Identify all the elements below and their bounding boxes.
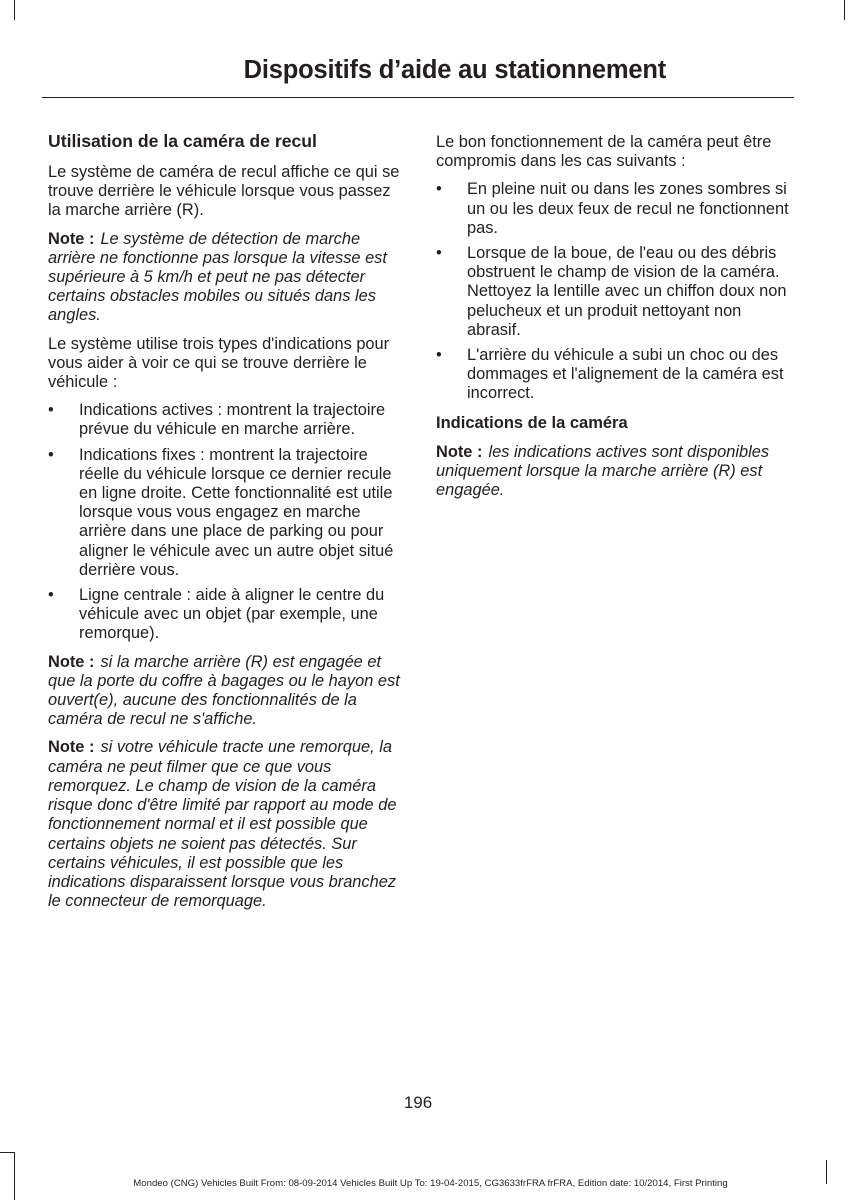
- crop-mark-top-right: [844, 0, 845, 20]
- crop-mark-bottom-left-vertical: [14, 1152, 15, 1200]
- note-trailer: [48, 738, 402, 911]
- list-item: [48, 586, 402, 644]
- note-text: si votre véhicule tracte une remorque, la caméra ne peut filmer que ce que vous remorquez. Le champ de vision de la caméra risque donc d'être limité par rapport au mode de fonctionnement normal et il est possible que certains objets ne soient pas détectés. Sur certains véhicules, il est possible que les indications disparaissent lorsque vous branchez le connecteur de remorquage.: [48, 738, 397, 911]
- header-rule: [42, 97, 794, 98]
- left-column: [48, 130, 402, 920]
- list-item: [48, 401, 402, 439]
- list-item-text: Indications actives : montrent la trajectoire prévue du véhicule en marche arrière.: [79, 401, 386, 439]
- note-label: Note :: [48, 229, 95, 248]
- note-active-indications: [436, 443, 792, 501]
- list-item-text: En pleine nuit ou dans les zones sombres si un ou les deux feux de recul ne fonctionnent pas.: [467, 180, 789, 237]
- intro-paragraph: Le système de caméra de recul affiche ce qui se trouve derrière le véhicule lorsque vous passez la marche arrière (R).: [48, 163, 400, 220]
- crop-mark-top-left: [14, 0, 15, 20]
- crop-mark-bottom-left-horizontal: [0, 1152, 14, 1153]
- page-number: 196: [403, 1093, 433, 1112]
- list-item: [48, 446, 402, 580]
- note-text: Le système de détection de marche arrière ne fonctionne pas lorsque la vitesse est supérieure à 5 km/h et peut ne pas détecter certains obstacles mobiles ou situés dans les angles.: [48, 229, 387, 325]
- indication-types-list: [48, 401, 402, 643]
- indication-types-intro: Le système utilise trois types d'indications pour vous aider à voir ce qui se trouve derrière le véhicule :: [48, 334, 390, 392]
- note-speed: [48, 230, 402, 326]
- section-heading-camera-indications: Indications de la caméra: [436, 413, 628, 432]
- note-label: Note :: [48, 652, 95, 671]
- bullet: •: [48, 445, 54, 464]
- limitations-list: [436, 180, 792, 403]
- list-item: [436, 244, 792, 340]
- note-label: Note :: [436, 442, 483, 461]
- footer-edition-info: Mondeo (CNG) Vehicles Built From: 08-09-2014 Vehicles Built Up To: 19-04-2015, CG3633frFRA frFRA, Edition date: 10/2014, First Printing: [133, 1178, 728, 1189]
- note-text: les indications actives sont disponibles uniquement lorsque la marche arrière (R) est engagée.: [436, 442, 770, 500]
- section-heading-camera-usage: Utilisation de la caméra de recul: [48, 131, 317, 151]
- list-item-text: Indications fixes : montrent la trajectoire réelle du véhicule lorsque ce dernier recule en ligne droite. Cette fonctionnalité est utile lorsque vous vous engagez en marche arrière dans une place de parking ou pour aligner le véhicule avec un autre objet situé derrière vous.: [79, 445, 394, 579]
- bullet: •: [436, 346, 442, 365]
- bullet: •: [48, 586, 54, 605]
- right-column: [436, 133, 792, 509]
- list-item-text: Ligne centrale : aide à aligner le centre du véhicule avec un objet (par exemple, une remorque).: [79, 586, 385, 643]
- note-tailgate: [48, 653, 402, 730]
- bullet: •: [436, 180, 442, 199]
- note-label: Note :: [48, 738, 95, 757]
- page-title: Dispositifs d’aide au stationnement: [243, 56, 666, 84]
- note-text: si la marche arrière (R) est engagée et que la porte du coffre à bagages ou le hayon est ouvert(e), aucune des fonctionnalités de la caméra de recul ne s'affiche.: [48, 652, 400, 729]
- list-item: [436, 346, 792, 404]
- bullet: •: [436, 244, 442, 263]
- list-item-text: Lorsque de la boue, de l'eau ou des débris obstruent le champ de vision de la caméra. Nettoyez la lentille avec un chiffon doux non pelucheux et un produit nettoyant non abrasif.: [467, 244, 787, 339]
- list-item: [436, 180, 792, 238]
- limitations-intro: Le bon fonctionnement de la caméra peut être compromis dans les cas suivants :: [436, 133, 772, 171]
- list-item-text: L'arrière du véhicule a subi un choc ou des dommages et l'alignement de la caméra est incorrect.: [467, 346, 784, 403]
- bullet: •: [48, 401, 54, 420]
